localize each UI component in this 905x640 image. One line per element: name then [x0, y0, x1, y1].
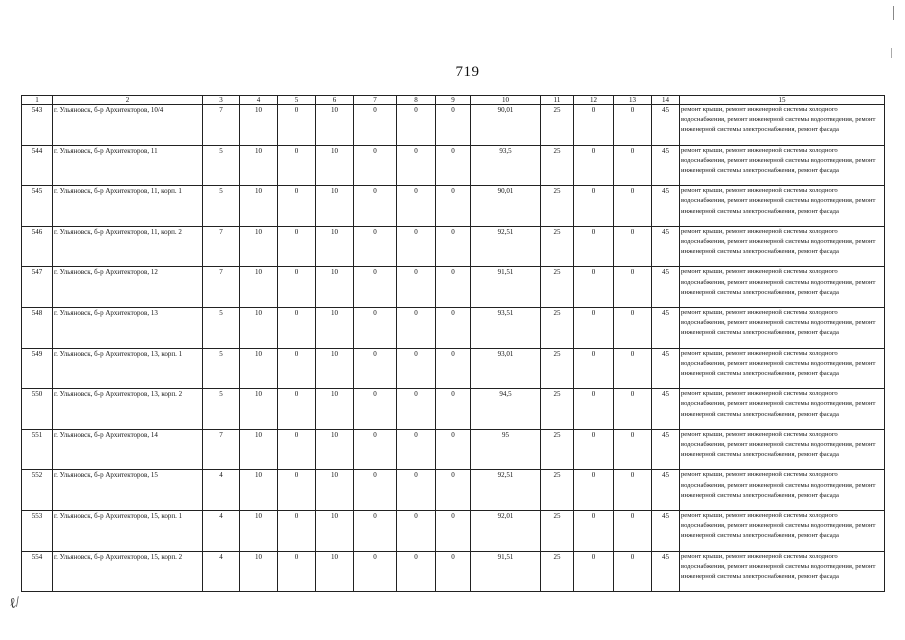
value-cell: 25: [541, 105, 574, 146]
works-cell: ремонт крыши, ремонт инженерной системы холодного водоснабжения, ремонт инженерной системы водоотведения, ремонт инженерной системы электроснабжения, ремонт фасада: [680, 226, 885, 267]
value-cell: 10: [316, 226, 354, 267]
value-cell: 93,51: [471, 307, 541, 348]
value-cell: 0: [574, 470, 614, 511]
row-number: 551: [22, 429, 53, 470]
address-cell: г. Ульяновск, б-р Архитекторов, 15, корп. 2: [53, 551, 203, 592]
value-cell: 4: [203, 510, 240, 551]
value-cell: 25: [541, 186, 574, 227]
value-cell: 0: [574, 551, 614, 592]
table-row: [22, 186, 885, 227]
value-cell: 0: [397, 226, 436, 267]
value-cell: 0: [278, 267, 316, 308]
address-cell: г. Ульяновск, б-р Архитекторов, 15: [53, 470, 203, 511]
value-cell: 0: [436, 145, 471, 186]
value-cell: 0: [574, 226, 614, 267]
value-cell: 0: [354, 105, 397, 146]
works-cell: ремонт крыши, ремонт инженерной системы холодного водоснабжения, ремонт инженерной системы водоотведения, ремонт инженерной системы электроснабжения, ремонт фасада: [680, 267, 885, 308]
value-cell: 0: [436, 307, 471, 348]
page-number: 719: [455, 64, 480, 80]
value-cell: 0: [354, 226, 397, 267]
table-row: [22, 470, 885, 511]
value-cell: 10: [240, 226, 278, 267]
column-header: 11: [541, 96, 574, 105]
value-cell: 0: [354, 307, 397, 348]
value-cell: 0: [278, 551, 316, 592]
value-cell: 25: [541, 470, 574, 511]
row-number: 553: [22, 510, 53, 551]
value-cell: 45: [652, 348, 680, 389]
row-number: 552: [22, 470, 53, 511]
address-cell: г. Ульяновск, б-р Архитекторов, 15, корп. 1: [53, 510, 203, 551]
value-cell: 0: [574, 510, 614, 551]
address-cell: г. Ульяновск, б-р Архитекторов, 13, корп. 2: [53, 389, 203, 430]
value-cell: 0: [614, 510, 652, 551]
value-cell: 0: [397, 348, 436, 389]
scan-artifact: [893, 6, 894, 20]
value-cell: 92,51: [471, 226, 541, 267]
value-cell: 10: [240, 186, 278, 227]
value-cell: 95: [471, 429, 541, 470]
value-cell: 45: [652, 307, 680, 348]
value-cell: 0: [574, 105, 614, 146]
value-cell: 0: [614, 307, 652, 348]
value-cell: 92,01: [471, 510, 541, 551]
value-cell: 0: [436, 551, 471, 592]
value-cell: 45: [652, 470, 680, 511]
column-header: 13: [614, 96, 652, 105]
value-cell: 0: [436, 470, 471, 511]
value-cell: 90,01: [471, 186, 541, 227]
value-cell: 91,51: [471, 267, 541, 308]
value-cell: 93,5: [471, 145, 541, 186]
value-cell: 0: [397, 186, 436, 227]
value-cell: 25: [541, 510, 574, 551]
value-cell: 45: [652, 429, 680, 470]
value-cell: 0: [397, 267, 436, 308]
value-cell: 10: [316, 510, 354, 551]
table-row: [22, 510, 885, 551]
value-cell: 0: [278, 348, 316, 389]
value-cell: 25: [541, 389, 574, 430]
works-cell: ремонт крыши, ремонт инженерной системы холодного водоснабжения, ремонт инженерной системы водоотведения, ремонт инженерной системы электроснабжения, ремонт фасада: [680, 551, 885, 592]
value-cell: 10: [240, 389, 278, 430]
value-cell: 0: [574, 267, 614, 308]
value-cell: 0: [614, 226, 652, 267]
value-cell: 0: [574, 186, 614, 227]
value-cell: 25: [541, 429, 574, 470]
value-cell: 25: [541, 267, 574, 308]
value-cell: 0: [436, 186, 471, 227]
row-number: 549: [22, 348, 53, 389]
value-cell: 5: [203, 186, 240, 227]
table-header-row: [22, 96, 885, 105]
value-cell: 25: [541, 348, 574, 389]
value-cell: 10: [240, 267, 278, 308]
value-cell: 45: [652, 551, 680, 592]
value-cell: 5: [203, 145, 240, 186]
value-cell: 10: [240, 105, 278, 146]
value-cell: 10: [316, 348, 354, 389]
value-cell: 45: [652, 105, 680, 146]
value-cell: 10: [316, 389, 354, 430]
value-cell: 0: [278, 429, 316, 470]
value-cell: 0: [436, 510, 471, 551]
value-cell: 0: [278, 510, 316, 551]
address-cell: г. Ульяновск, б-р Архитекторов, 11, корп. 2: [53, 226, 203, 267]
column-header: 2: [53, 96, 203, 105]
value-cell: 10: [240, 551, 278, 592]
value-cell: 0: [278, 145, 316, 186]
value-cell: 0: [436, 105, 471, 146]
value-cell: 0: [354, 267, 397, 308]
value-cell: 0: [574, 389, 614, 430]
value-cell: 10: [240, 470, 278, 511]
table-row: [22, 105, 885, 146]
table-row: [22, 551, 885, 592]
value-cell: 45: [652, 267, 680, 308]
value-cell: 91,51: [471, 551, 541, 592]
value-cell: 90,01: [471, 105, 541, 146]
value-cell: 0: [397, 470, 436, 511]
value-cell: 94,5: [471, 389, 541, 430]
value-cell: 0: [354, 186, 397, 227]
value-cell: 0: [278, 470, 316, 511]
value-cell: 0: [614, 267, 652, 308]
value-cell: 0: [614, 389, 652, 430]
table-row: [22, 267, 885, 308]
works-cell: ремонт крыши, ремонт инженерной системы холодного водоснабжения, ремонт инженерной системы водоотведения, ремонт инженерной системы электроснабжения, ремонт фасада: [680, 186, 885, 227]
column-header: 8: [397, 96, 436, 105]
value-cell: 4: [203, 470, 240, 511]
value-cell: 7: [203, 105, 240, 146]
value-cell: 7: [203, 226, 240, 267]
handwritten-mark: ℓ/: [7, 594, 22, 613]
table-row: [22, 145, 885, 186]
value-cell: 25: [541, 226, 574, 267]
value-cell: 0: [436, 429, 471, 470]
works-cell: ремонт крыши, ремонт инженерной системы холодного водоснабжения, ремонт инженерной системы водоотведения, ремонт инженерной системы электроснабжения, ремонт фасада: [680, 470, 885, 511]
address-cell: г. Ульяновск, б-р Архитекторов, 11: [53, 145, 203, 186]
value-cell: 0: [574, 145, 614, 186]
row-number: 544: [22, 145, 53, 186]
value-cell: 0: [397, 145, 436, 186]
value-cell: 0: [397, 307, 436, 348]
value-cell: 45: [652, 226, 680, 267]
value-cell: 0: [278, 105, 316, 146]
value-cell: 0: [397, 551, 436, 592]
value-cell: 4: [203, 551, 240, 592]
table-row: [22, 348, 885, 389]
value-cell: 0: [397, 389, 436, 430]
value-cell: 0: [574, 429, 614, 470]
row-number: 546: [22, 226, 53, 267]
works-cell: ремонт крыши, ремонт инженерной системы холодного водоснабжения, ремонт инженерной системы водоотведения, ремонт инженерной системы электроснабжения, ремонт фасада: [680, 105, 885, 146]
value-cell: 0: [436, 389, 471, 430]
table-row: [22, 389, 885, 430]
value-cell: 0: [614, 145, 652, 186]
value-cell: 5: [203, 307, 240, 348]
value-cell: 10: [240, 307, 278, 348]
row-number: 547: [22, 267, 53, 308]
value-cell: 25: [541, 551, 574, 592]
works-cell: ремонт крыши, ремонт инженерной системы холодного водоснабжения, ремонт инженерной системы водоотведения, ремонт инженерной системы электроснабжения, ремонт фасада: [680, 510, 885, 551]
value-cell: 0: [436, 226, 471, 267]
column-header: 10: [471, 96, 541, 105]
value-cell: 0: [354, 470, 397, 511]
address-cell: г. Ульяновск, б-р Архитекторов, 10/4: [53, 105, 203, 146]
value-cell: 0: [614, 551, 652, 592]
value-cell: 7: [203, 429, 240, 470]
row-number: 548: [22, 307, 53, 348]
value-cell: 0: [436, 348, 471, 389]
value-cell: 0: [397, 105, 436, 146]
table-row: [22, 226, 885, 267]
value-cell: 10: [316, 307, 354, 348]
table-row: [22, 307, 885, 348]
value-cell: 10: [240, 510, 278, 551]
value-cell: 10: [240, 429, 278, 470]
housing-repair-table: [21, 95, 885, 592]
value-cell: 0: [614, 470, 652, 511]
address-cell: г. Ульяновск, б-р Архитекторов, 12: [53, 267, 203, 308]
value-cell: 0: [614, 348, 652, 389]
works-cell: ремонт крыши, ремонт инженерной системы холодного водоснабжения, ремонт инженерной системы водоотведения, ремонт инженерной системы электроснабжения, ремонт фасада: [680, 429, 885, 470]
value-cell: 0: [278, 307, 316, 348]
value-cell: 7: [203, 267, 240, 308]
value-cell: 0: [278, 389, 316, 430]
value-cell: 0: [354, 429, 397, 470]
column-header: 6: [316, 96, 354, 105]
works-cell: ремонт крыши, ремонт инженерной системы холодного водоснабжения, ремонт инженерной системы водоотведения, ремонт инженерной системы электроснабжения, ремонт фасада: [680, 348, 885, 389]
value-cell: 5: [203, 348, 240, 389]
column-header: 1: [22, 96, 53, 105]
value-cell: 5: [203, 389, 240, 430]
value-cell: 93,01: [471, 348, 541, 389]
value-cell: 92,51: [471, 470, 541, 511]
value-cell: 10: [240, 348, 278, 389]
column-header: 3: [203, 96, 240, 105]
works-cell: ремонт крыши, ремонт инженерной системы холодного водоснабжения, ремонт инженерной системы водоотведения, ремонт инженерной системы электроснабжения, ремонт фасада: [680, 307, 885, 348]
address-cell: г. Ульяновск, б-р Архитекторов, 14: [53, 429, 203, 470]
table-row: [22, 429, 885, 470]
value-cell: 0: [354, 348, 397, 389]
value-cell: 45: [652, 145, 680, 186]
value-cell: 0: [278, 186, 316, 227]
column-header: 9: [436, 96, 471, 105]
value-cell: 0: [574, 307, 614, 348]
value-cell: 0: [397, 429, 436, 470]
works-cell: ремонт крыши, ремонт инженерной системы холодного водоснабжения, ремонт инженерной системы водоотведения, ремонт инженерной системы электроснабжения, ремонт фасада: [680, 145, 885, 186]
value-cell: 25: [541, 145, 574, 186]
value-cell: 0: [354, 551, 397, 592]
value-cell: 0: [278, 226, 316, 267]
value-cell: 0: [614, 105, 652, 146]
row-number: 554: [22, 551, 53, 592]
value-cell: 0: [436, 267, 471, 308]
value-cell: 10: [316, 429, 354, 470]
value-cell: 0: [614, 186, 652, 227]
value-cell: 10: [316, 267, 354, 308]
works-cell: ремонт крыши, ремонт инженерной системы холодного водоснабжения, ремонт инженерной системы водоотведения, ремонт инженерной системы электроснабжения, ремонт фасада: [680, 389, 885, 430]
value-cell: 0: [354, 389, 397, 430]
value-cell: 0: [614, 429, 652, 470]
value-cell: 10: [316, 551, 354, 592]
address-cell: г. Ульяновск, б-р Архитекторов, 13: [53, 307, 203, 348]
scan-artifact: [891, 48, 892, 58]
row-number: 545: [22, 186, 53, 227]
value-cell: 25: [541, 307, 574, 348]
column-header: 5: [278, 96, 316, 105]
row-number: 543: [22, 105, 53, 146]
column-header: 12: [574, 96, 614, 105]
row-number: 550: [22, 389, 53, 430]
value-cell: 0: [354, 145, 397, 186]
address-cell: г. Ульяновск, б-р Архитекторов, 11, корп. 1: [53, 186, 203, 227]
value-cell: 45: [652, 186, 680, 227]
value-cell: 0: [397, 510, 436, 551]
value-cell: 10: [316, 470, 354, 511]
value-cell: 45: [652, 389, 680, 430]
column-header: 4: [240, 96, 278, 105]
value-cell: 10: [316, 105, 354, 146]
value-cell: 10: [316, 186, 354, 227]
column-header: 7: [354, 96, 397, 105]
column-header: 15: [680, 96, 885, 105]
value-cell: 0: [354, 510, 397, 551]
value-cell: 10: [240, 145, 278, 186]
address-cell: г. Ульяновск, б-р Архитекторов, 13, корп. 1: [53, 348, 203, 389]
column-header: 14: [652, 96, 680, 105]
value-cell: 0: [574, 348, 614, 389]
value-cell: 45: [652, 510, 680, 551]
value-cell: 10: [316, 145, 354, 186]
